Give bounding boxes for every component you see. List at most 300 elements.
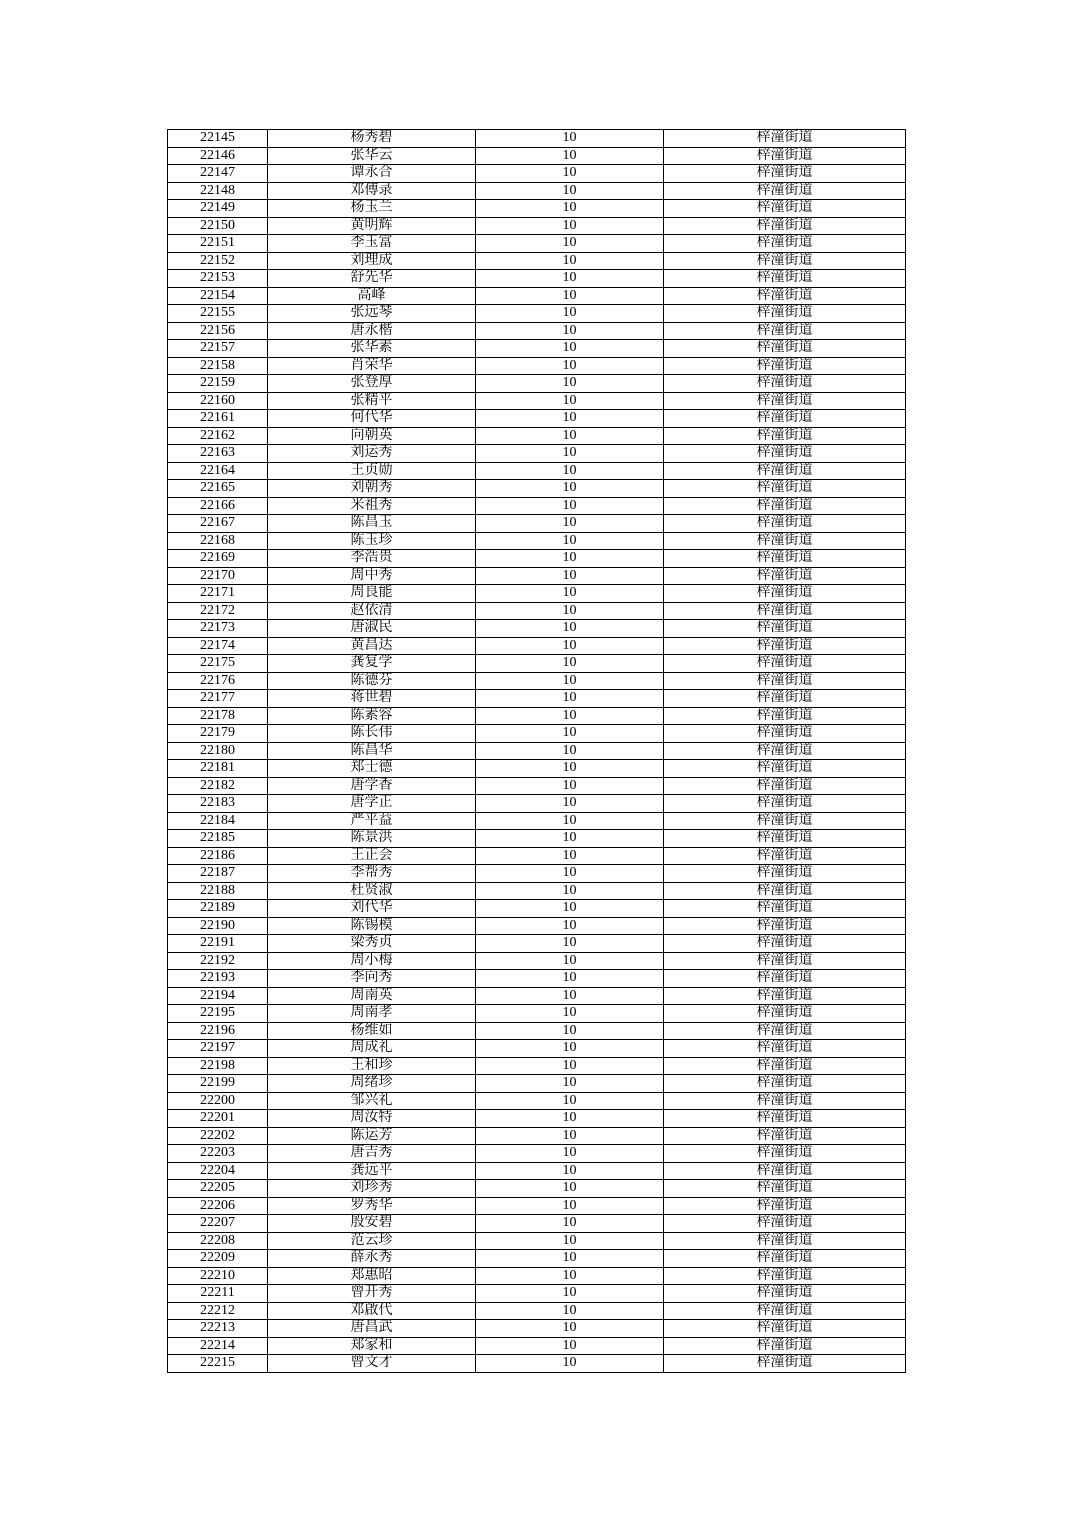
- street-cell: 梓潼街道: [664, 795, 906, 813]
- street-cell: 梓潼街道: [664, 865, 906, 883]
- record-number-cell: 22198: [168, 1057, 268, 1075]
- street-cell: 梓潼街道: [664, 672, 906, 690]
- records-table: [167, 129, 906, 1373]
- street-cell: 梓潼街道: [664, 882, 906, 900]
- table-row: [168, 620, 906, 638]
- amount-cell: 10: [476, 165, 664, 183]
- street-cell: 梓潼街道: [664, 725, 906, 743]
- street-cell: 梓潼街道: [664, 165, 906, 183]
- record-number-cell: 22189: [168, 900, 268, 918]
- amount-cell: 10: [476, 462, 664, 480]
- street-cell: 梓潼街道: [664, 1040, 906, 1058]
- table-row: [168, 812, 906, 830]
- amount-cell: 10: [476, 1215, 664, 1233]
- amount-cell: 10: [476, 725, 664, 743]
- name-cell: 郑家和: [268, 1337, 476, 1355]
- street-cell: 梓潼街道: [664, 1320, 906, 1338]
- table-row: [168, 1302, 906, 1320]
- table-row: [168, 1215, 906, 1233]
- record-number-cell: 22157: [168, 340, 268, 358]
- name-cell: 梁秀贞: [268, 935, 476, 953]
- name-cell: 刘代华: [268, 900, 476, 918]
- name-cell: 李向秀: [268, 970, 476, 988]
- table-row: [168, 165, 906, 183]
- amount-cell: 10: [476, 987, 664, 1005]
- record-number-cell: 22153: [168, 270, 268, 288]
- street-cell: 梓潼街道: [664, 147, 906, 165]
- table-row: [168, 847, 906, 865]
- amount-cell: 10: [476, 1127, 664, 1145]
- name-cell: 陈长伟: [268, 725, 476, 743]
- record-number-cell: 22210: [168, 1267, 268, 1285]
- record-number-cell: 22191: [168, 935, 268, 953]
- record-number-cell: 22202: [168, 1127, 268, 1145]
- name-cell: 陈景洪: [268, 830, 476, 848]
- street-cell: 梓潼街道: [664, 480, 906, 498]
- table-row: [168, 602, 906, 620]
- name-cell: 张精平: [268, 392, 476, 410]
- amount-cell: 10: [476, 305, 664, 323]
- record-number-cell: 22152: [168, 252, 268, 270]
- name-cell: 张远琴: [268, 305, 476, 323]
- table-row: [168, 1057, 906, 1075]
- name-cell: 周汝特: [268, 1110, 476, 1128]
- amount-cell: 10: [476, 130, 664, 148]
- amount-cell: 10: [476, 637, 664, 655]
- amount-cell: 10: [476, 1180, 664, 1198]
- record-number-cell: 22190: [168, 917, 268, 935]
- table-row: [168, 795, 906, 813]
- street-cell: 梓潼街道: [664, 742, 906, 760]
- table-row: [168, 1005, 906, 1023]
- record-number-cell: 22200: [168, 1092, 268, 1110]
- amount-cell: 10: [476, 410, 664, 428]
- record-number-cell: 22164: [168, 462, 268, 480]
- record-number-cell: 22209: [168, 1250, 268, 1268]
- record-number-cell: 22162: [168, 427, 268, 445]
- street-cell: 梓潼街道: [664, 235, 906, 253]
- name-cell: 龚复学: [268, 655, 476, 673]
- street-cell: 梓潼街道: [664, 532, 906, 550]
- street-cell: 梓潼街道: [664, 445, 906, 463]
- table-row: [168, 882, 906, 900]
- record-number-cell: 22199: [168, 1075, 268, 1093]
- amount-cell: 10: [476, 1267, 664, 1285]
- record-number-cell: 22194: [168, 987, 268, 1005]
- name-cell: 张华云: [268, 147, 476, 165]
- record-number-cell: 22196: [168, 1022, 268, 1040]
- amount-cell: 10: [476, 795, 664, 813]
- amount-cell: 10: [476, 952, 664, 970]
- table-row: [168, 217, 906, 235]
- name-cell: 陈运芳: [268, 1127, 476, 1145]
- amount-cell: 10: [476, 550, 664, 568]
- table-row: [168, 1162, 906, 1180]
- street-cell: 梓潼街道: [664, 1337, 906, 1355]
- name-cell: 周绪珍: [268, 1075, 476, 1093]
- street-cell: 梓潼街道: [664, 637, 906, 655]
- table-row: [168, 130, 906, 148]
- table-row: [168, 935, 906, 953]
- street-cell: 梓潼街道: [664, 182, 906, 200]
- table-row: [168, 270, 906, 288]
- table-row: [168, 1092, 906, 1110]
- name-cell: 龚远平: [268, 1162, 476, 1180]
- street-cell: 梓潼街道: [664, 812, 906, 830]
- record-number-cell: 22165: [168, 480, 268, 498]
- name-cell: 周中秀: [268, 567, 476, 585]
- name-cell: 周成礼: [268, 1040, 476, 1058]
- amount-cell: 10: [476, 690, 664, 708]
- table-row: [168, 532, 906, 550]
- name-cell: 郑惠昭: [268, 1267, 476, 1285]
- name-cell: 陈玉珍: [268, 532, 476, 550]
- table-row: [168, 1022, 906, 1040]
- record-number-cell: 22146: [168, 147, 268, 165]
- amount-cell: 10: [476, 672, 664, 690]
- table-row: [168, 1250, 906, 1268]
- table-row: [168, 725, 906, 743]
- table-row: [168, 550, 906, 568]
- street-cell: 梓潼街道: [664, 1110, 906, 1128]
- name-cell: 黄昌达: [268, 637, 476, 655]
- name-cell: 范云珍: [268, 1232, 476, 1250]
- amount-cell: 10: [476, 865, 664, 883]
- street-cell: 梓潼街道: [664, 970, 906, 988]
- name-cell: 唐学香: [268, 777, 476, 795]
- table-row: [168, 707, 906, 725]
- street-cell: 梓潼街道: [664, 830, 906, 848]
- name-cell: 严平益: [268, 812, 476, 830]
- amount-cell: 10: [476, 480, 664, 498]
- street-cell: 梓潼街道: [664, 1022, 906, 1040]
- street-cell: 梓潼街道: [664, 917, 906, 935]
- record-number-cell: 22182: [168, 777, 268, 795]
- table-row: [168, 1267, 906, 1285]
- street-cell: 梓潼街道: [664, 1215, 906, 1233]
- name-cell: 罗秀华: [268, 1197, 476, 1215]
- street-cell: 梓潼街道: [664, 1355, 906, 1373]
- amount-cell: 10: [476, 1092, 664, 1110]
- amount-cell: 10: [476, 357, 664, 375]
- name-cell: 曾文才: [268, 1355, 476, 1373]
- street-cell: 梓潼街道: [664, 305, 906, 323]
- amount-cell: 10: [476, 1075, 664, 1093]
- street-cell: 梓潼街道: [664, 1285, 906, 1303]
- record-number-cell: 22201: [168, 1110, 268, 1128]
- record-number-cell: 22215: [168, 1355, 268, 1373]
- table-row: [168, 340, 906, 358]
- record-number-cell: 22166: [168, 497, 268, 515]
- name-cell: 李浩贵: [268, 550, 476, 568]
- table-row: [168, 1040, 906, 1058]
- table-row: [168, 952, 906, 970]
- street-cell: 梓潼街道: [664, 357, 906, 375]
- street-cell: 梓潼街道: [664, 392, 906, 410]
- record-number-cell: 22212: [168, 1302, 268, 1320]
- name-cell: 杨秀碧: [268, 130, 476, 148]
- record-number-cell: 22185: [168, 830, 268, 848]
- table-row: [168, 1337, 906, 1355]
- name-cell: 唐吉秀: [268, 1145, 476, 1163]
- street-cell: 梓潼街道: [664, 707, 906, 725]
- record-number-cell: 22145: [168, 130, 268, 148]
- name-cell: 何代华: [268, 410, 476, 428]
- street-cell: 梓潼街道: [664, 935, 906, 953]
- amount-cell: 10: [476, 252, 664, 270]
- name-cell: 杜贤淑: [268, 882, 476, 900]
- record-number-cell: 22147: [168, 165, 268, 183]
- street-cell: 梓潼街道: [664, 322, 906, 340]
- amount-cell: 10: [476, 445, 664, 463]
- amount-cell: 10: [476, 900, 664, 918]
- name-cell: 张登厚: [268, 375, 476, 393]
- amount-cell: 10: [476, 760, 664, 778]
- street-cell: 梓潼街道: [664, 497, 906, 515]
- table-row: [168, 1232, 906, 1250]
- record-number-cell: 22214: [168, 1337, 268, 1355]
- amount-cell: 10: [476, 497, 664, 515]
- amount-cell: 10: [476, 917, 664, 935]
- amount-cell: 10: [476, 287, 664, 305]
- street-cell: 梓潼街道: [664, 620, 906, 638]
- street-cell: 梓潼街道: [664, 200, 906, 218]
- street-cell: 梓潼街道: [664, 655, 906, 673]
- record-number-cell: 22167: [168, 515, 268, 533]
- table-row: [168, 917, 906, 935]
- name-cell: 肖荣华: [268, 357, 476, 375]
- name-cell: 舒先华: [268, 270, 476, 288]
- record-number-cell: 22176: [168, 672, 268, 690]
- street-cell: 梓潼街道: [664, 1232, 906, 1250]
- name-cell: 黄明辉: [268, 217, 476, 235]
- street-cell: 梓潼街道: [664, 585, 906, 603]
- amount-cell: 10: [476, 882, 664, 900]
- table-row: [168, 1145, 906, 1163]
- street-cell: 梓潼街道: [664, 1267, 906, 1285]
- amount-cell: 10: [476, 375, 664, 393]
- street-cell: 梓潼街道: [664, 375, 906, 393]
- amount-cell: 10: [476, 847, 664, 865]
- street-cell: 梓潼街道: [664, 1162, 906, 1180]
- street-cell: 梓潼街道: [664, 1197, 906, 1215]
- street-cell: 梓潼街道: [664, 270, 906, 288]
- amount-cell: 10: [476, 1285, 664, 1303]
- table-row: [168, 742, 906, 760]
- street-cell: 梓潼街道: [664, 602, 906, 620]
- record-number-cell: 22204: [168, 1162, 268, 1180]
- amount-cell: 10: [476, 1320, 664, 1338]
- amount-cell: 10: [476, 1110, 664, 1128]
- street-cell: 梓潼街道: [664, 130, 906, 148]
- table-row: [168, 480, 906, 498]
- table-row: [168, 462, 906, 480]
- street-cell: 梓潼街道: [664, 1145, 906, 1163]
- table-row: [168, 287, 906, 305]
- table-row: [168, 760, 906, 778]
- name-cell: 周南孝: [268, 1005, 476, 1023]
- amount-cell: 10: [476, 340, 664, 358]
- street-cell: 梓潼街道: [664, 287, 906, 305]
- amount-cell: 10: [476, 515, 664, 533]
- record-number-cell: 22213: [168, 1320, 268, 1338]
- name-cell: 刘理成: [268, 252, 476, 270]
- name-cell: 刘珍秀: [268, 1180, 476, 1198]
- record-number-cell: 22168: [168, 532, 268, 550]
- street-cell: 梓潼街道: [664, 550, 906, 568]
- table-row: [168, 655, 906, 673]
- name-cell: 薛永秀: [268, 1250, 476, 1268]
- name-cell: 赵依清: [268, 602, 476, 620]
- amount-cell: 10: [476, 1162, 664, 1180]
- table-row: [168, 865, 906, 883]
- record-number-cell: 22175: [168, 655, 268, 673]
- table-row: [168, 392, 906, 410]
- record-number-cell: 22174: [168, 637, 268, 655]
- street-cell: 梓潼街道: [664, 567, 906, 585]
- table-row: [168, 970, 906, 988]
- name-cell: 王和珍: [268, 1057, 476, 1075]
- table-row: [168, 515, 906, 533]
- street-cell: 梓潼街道: [664, 515, 906, 533]
- amount-cell: 10: [476, 1250, 664, 1268]
- street-cell: 梓潼街道: [664, 760, 906, 778]
- name-cell: 李帮秀: [268, 865, 476, 883]
- record-number-cell: 22148: [168, 182, 268, 200]
- record-number-cell: 22197: [168, 1040, 268, 1058]
- record-number-cell: 22187: [168, 865, 268, 883]
- name-cell: 周小梅: [268, 952, 476, 970]
- record-number-cell: 22169: [168, 550, 268, 568]
- table-row: [168, 1127, 906, 1145]
- amount-cell: 10: [476, 147, 664, 165]
- records-table-body: [168, 130, 906, 1373]
- table-row: [168, 200, 906, 218]
- record-number-cell: 22195: [168, 1005, 268, 1023]
- table-row: [168, 585, 906, 603]
- name-cell: 王正会: [268, 847, 476, 865]
- name-cell: 陈昌华: [268, 742, 476, 760]
- amount-cell: 10: [476, 1355, 664, 1373]
- amount-cell: 10: [476, 1337, 664, 1355]
- name-cell: 蒋世碧: [268, 690, 476, 708]
- street-cell: 梓潼街道: [664, 1250, 906, 1268]
- street-cell: 梓潼街道: [664, 690, 906, 708]
- name-cell: 唐昌武: [268, 1320, 476, 1338]
- amount-cell: 10: [476, 655, 664, 673]
- record-number-cell: 22159: [168, 375, 268, 393]
- record-number-cell: 22163: [168, 445, 268, 463]
- record-number-cell: 22179: [168, 725, 268, 743]
- name-cell: 高峰: [268, 287, 476, 305]
- record-number-cell: 22207: [168, 1215, 268, 1233]
- table-row: [168, 567, 906, 585]
- table-row: [168, 1197, 906, 1215]
- record-number-cell: 22178: [168, 707, 268, 725]
- name-cell: 谭永合: [268, 165, 476, 183]
- name-cell: 唐永楷: [268, 322, 476, 340]
- table-row: [168, 987, 906, 1005]
- street-cell: 梓潼街道: [664, 1127, 906, 1145]
- name-cell: 陈素容: [268, 707, 476, 725]
- name-cell: 陈德芬: [268, 672, 476, 690]
- amount-cell: 10: [476, 235, 664, 253]
- street-cell: 梓潼街道: [664, 410, 906, 428]
- table-row: [168, 777, 906, 795]
- record-number-cell: 22203: [168, 1145, 268, 1163]
- record-number-cell: 22171: [168, 585, 268, 603]
- name-cell: 周南英: [268, 987, 476, 1005]
- table-row: [168, 235, 906, 253]
- street-cell: 梓潼街道: [664, 1005, 906, 1023]
- street-cell: 梓潼街道: [664, 1092, 906, 1110]
- table-row: [168, 1320, 906, 1338]
- amount-cell: 10: [476, 812, 664, 830]
- record-number-cell: 22149: [168, 200, 268, 218]
- record-number-cell: 22184: [168, 812, 268, 830]
- name-cell: 唐淑民: [268, 620, 476, 638]
- table-row: [168, 900, 906, 918]
- record-number-cell: 22155: [168, 305, 268, 323]
- name-cell: 唐学正: [268, 795, 476, 813]
- amount-cell: 10: [476, 532, 664, 550]
- record-number-cell: 22183: [168, 795, 268, 813]
- record-number-cell: 22181: [168, 760, 268, 778]
- name-cell: 张华素: [268, 340, 476, 358]
- amount-cell: 10: [476, 707, 664, 725]
- amount-cell: 10: [476, 322, 664, 340]
- street-cell: 梓潼街道: [664, 1057, 906, 1075]
- record-number-cell: 22170: [168, 567, 268, 585]
- street-cell: 梓潼街道: [664, 777, 906, 795]
- table-row: [168, 830, 906, 848]
- amount-cell: 10: [476, 1302, 664, 1320]
- record-number-cell: 22177: [168, 690, 268, 708]
- table-row: [168, 497, 906, 515]
- name-cell: 邓傅录: [268, 182, 476, 200]
- street-cell: 梓潼街道: [664, 1075, 906, 1093]
- street-cell: 梓潼街道: [664, 987, 906, 1005]
- table-row: [168, 357, 906, 375]
- table-row: [168, 427, 906, 445]
- table-row: [168, 1075, 906, 1093]
- amount-cell: 10: [476, 1005, 664, 1023]
- record-number-cell: 22172: [168, 602, 268, 620]
- amount-cell: 10: [476, 620, 664, 638]
- amount-cell: 10: [476, 1022, 664, 1040]
- amount-cell: 10: [476, 182, 664, 200]
- record-number-cell: 22193: [168, 970, 268, 988]
- record-number-cell: 22211: [168, 1285, 268, 1303]
- amount-cell: 10: [476, 1040, 664, 1058]
- record-number-cell: 22156: [168, 322, 268, 340]
- table-row: [168, 1110, 906, 1128]
- record-number-cell: 22150: [168, 217, 268, 235]
- table-row: [168, 690, 906, 708]
- name-cell: 杨维如: [268, 1022, 476, 1040]
- amount-cell: 10: [476, 602, 664, 620]
- record-number-cell: 22188: [168, 882, 268, 900]
- amount-cell: 10: [476, 567, 664, 585]
- name-cell: 郑士德: [268, 760, 476, 778]
- street-cell: 梓潼街道: [664, 1180, 906, 1198]
- record-number-cell: 22192: [168, 952, 268, 970]
- street-cell: 梓潼街道: [664, 427, 906, 445]
- table-row: [168, 147, 906, 165]
- name-cell: 邓啟代: [268, 1302, 476, 1320]
- name-cell: 陈昌玉: [268, 515, 476, 533]
- street-cell: 梓潼街道: [664, 900, 906, 918]
